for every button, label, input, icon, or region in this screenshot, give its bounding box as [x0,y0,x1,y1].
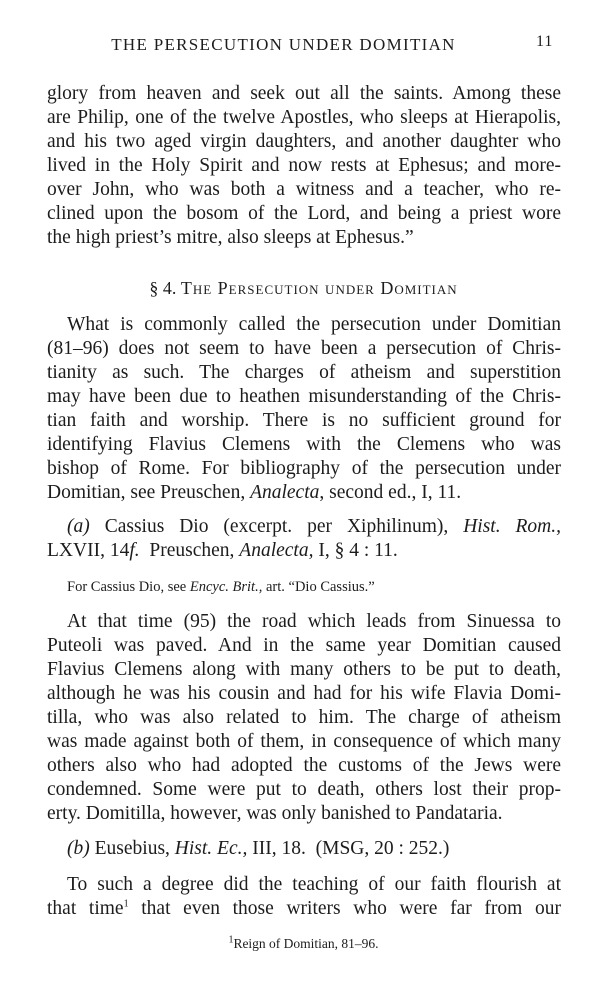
footnote-text: Reign of Domitian, 81–96. [233,936,379,951]
text-line: others also who had adopted the customs of the Jews were [47,755,561,776]
text-line: tilla, who was also related to him. The charge of atheism [47,707,561,728]
section-heading [0,276,607,300]
text-line: over John, who was both a witness and a teacher, who re- [47,179,561,200]
page-number: 11 [536,33,554,50]
section-title: The Persecution under Domitian [180,278,458,298]
text-line: bishop of Rome. For bibliography of the persecution under [47,458,561,479]
running-title-text: THE PERSECUTION UNDER DOMITIAN [111,35,456,54]
text-line: Puteoli was paved. And in the same year Domitian caused [47,635,561,656]
text-line: identifying Flavius Clemens with the Clemens who was [47,434,561,455]
text-line: lived in the Holy Spirit and now rests at Ephesus; and more- [47,155,561,176]
text-line: At that time (95) the road which leads from Sinuessa to [67,611,561,632]
text-line: (81–96) does not seem to have been a persecution of Chris- [47,338,561,359]
text-line: erty. Domitilla, however, was only banished to Pandataria. [47,803,503,824]
text-line: although he was his cousin and had for his wife Flavia Domi- [47,683,561,704]
text-line: was made against both of them, in consequence of which many [47,731,561,752]
footnote-ref: 1 [123,898,129,910]
text-line: and his two aged virgin daughters, and another daughter who [47,131,561,152]
source-label: (a) [67,516,90,537]
text-line: What is commonly called the persecution under Domitian [67,314,561,335]
text-line: To such a degree did the teaching of our faith flourish at [67,874,561,895]
section-number: § 4. [149,278,177,298]
text-line: (a) Cassius Dio (excerpt. per Xiphilinum), Hist. Rom., [67,516,562,537]
text-line: that time$^1$ that even those writers who were far from our [47,898,561,919]
text-line: Domitian, see Preuschen, Analecta, second ed., I, 11. [47,482,462,503]
text-line: Flavius Clemens along with many others to be put to death, [47,659,561,680]
editor-note: For Cassius Dio, see Encyc. Brit., art. “Dio Cassius.” [67,579,375,595]
source-label: (b) [67,838,90,859]
text-line: clined upon the bosom of the Lord, and being a priest wore [47,203,561,224]
footnote-marker: 1 [228,934,234,946]
text-line: may have been due to heathen misunderstanding of the Chris- [47,386,561,407]
running-title [0,33,587,57]
text-line: LXVII, 14f. Preuschen, Analecta, I, § 4 : 11. [47,540,398,561]
text-line: tianity as such. The charges of atheism and superstition [47,362,561,383]
text-line: are Philip, one of the twelve Apostles, who sleeps at Hierapolis, [47,107,561,128]
text-line: condemned. Some were put to death, others lost their prop- [47,779,561,800]
footnote [0,932,607,956]
italic-title: Analecta [250,482,320,503]
text-line: the high priest’s mitre, also sleeps at Ephesus.” [47,227,414,248]
source-citation-b: (b) Eusebius, Hist. Ec., III, 18. (MSG, 20 : 252.) [67,838,450,859]
text-line: tian faith and worship. There is no sufficient ground for [47,410,561,431]
text-line: glory from heaven and seek out all the saints. Among these [47,83,561,104]
